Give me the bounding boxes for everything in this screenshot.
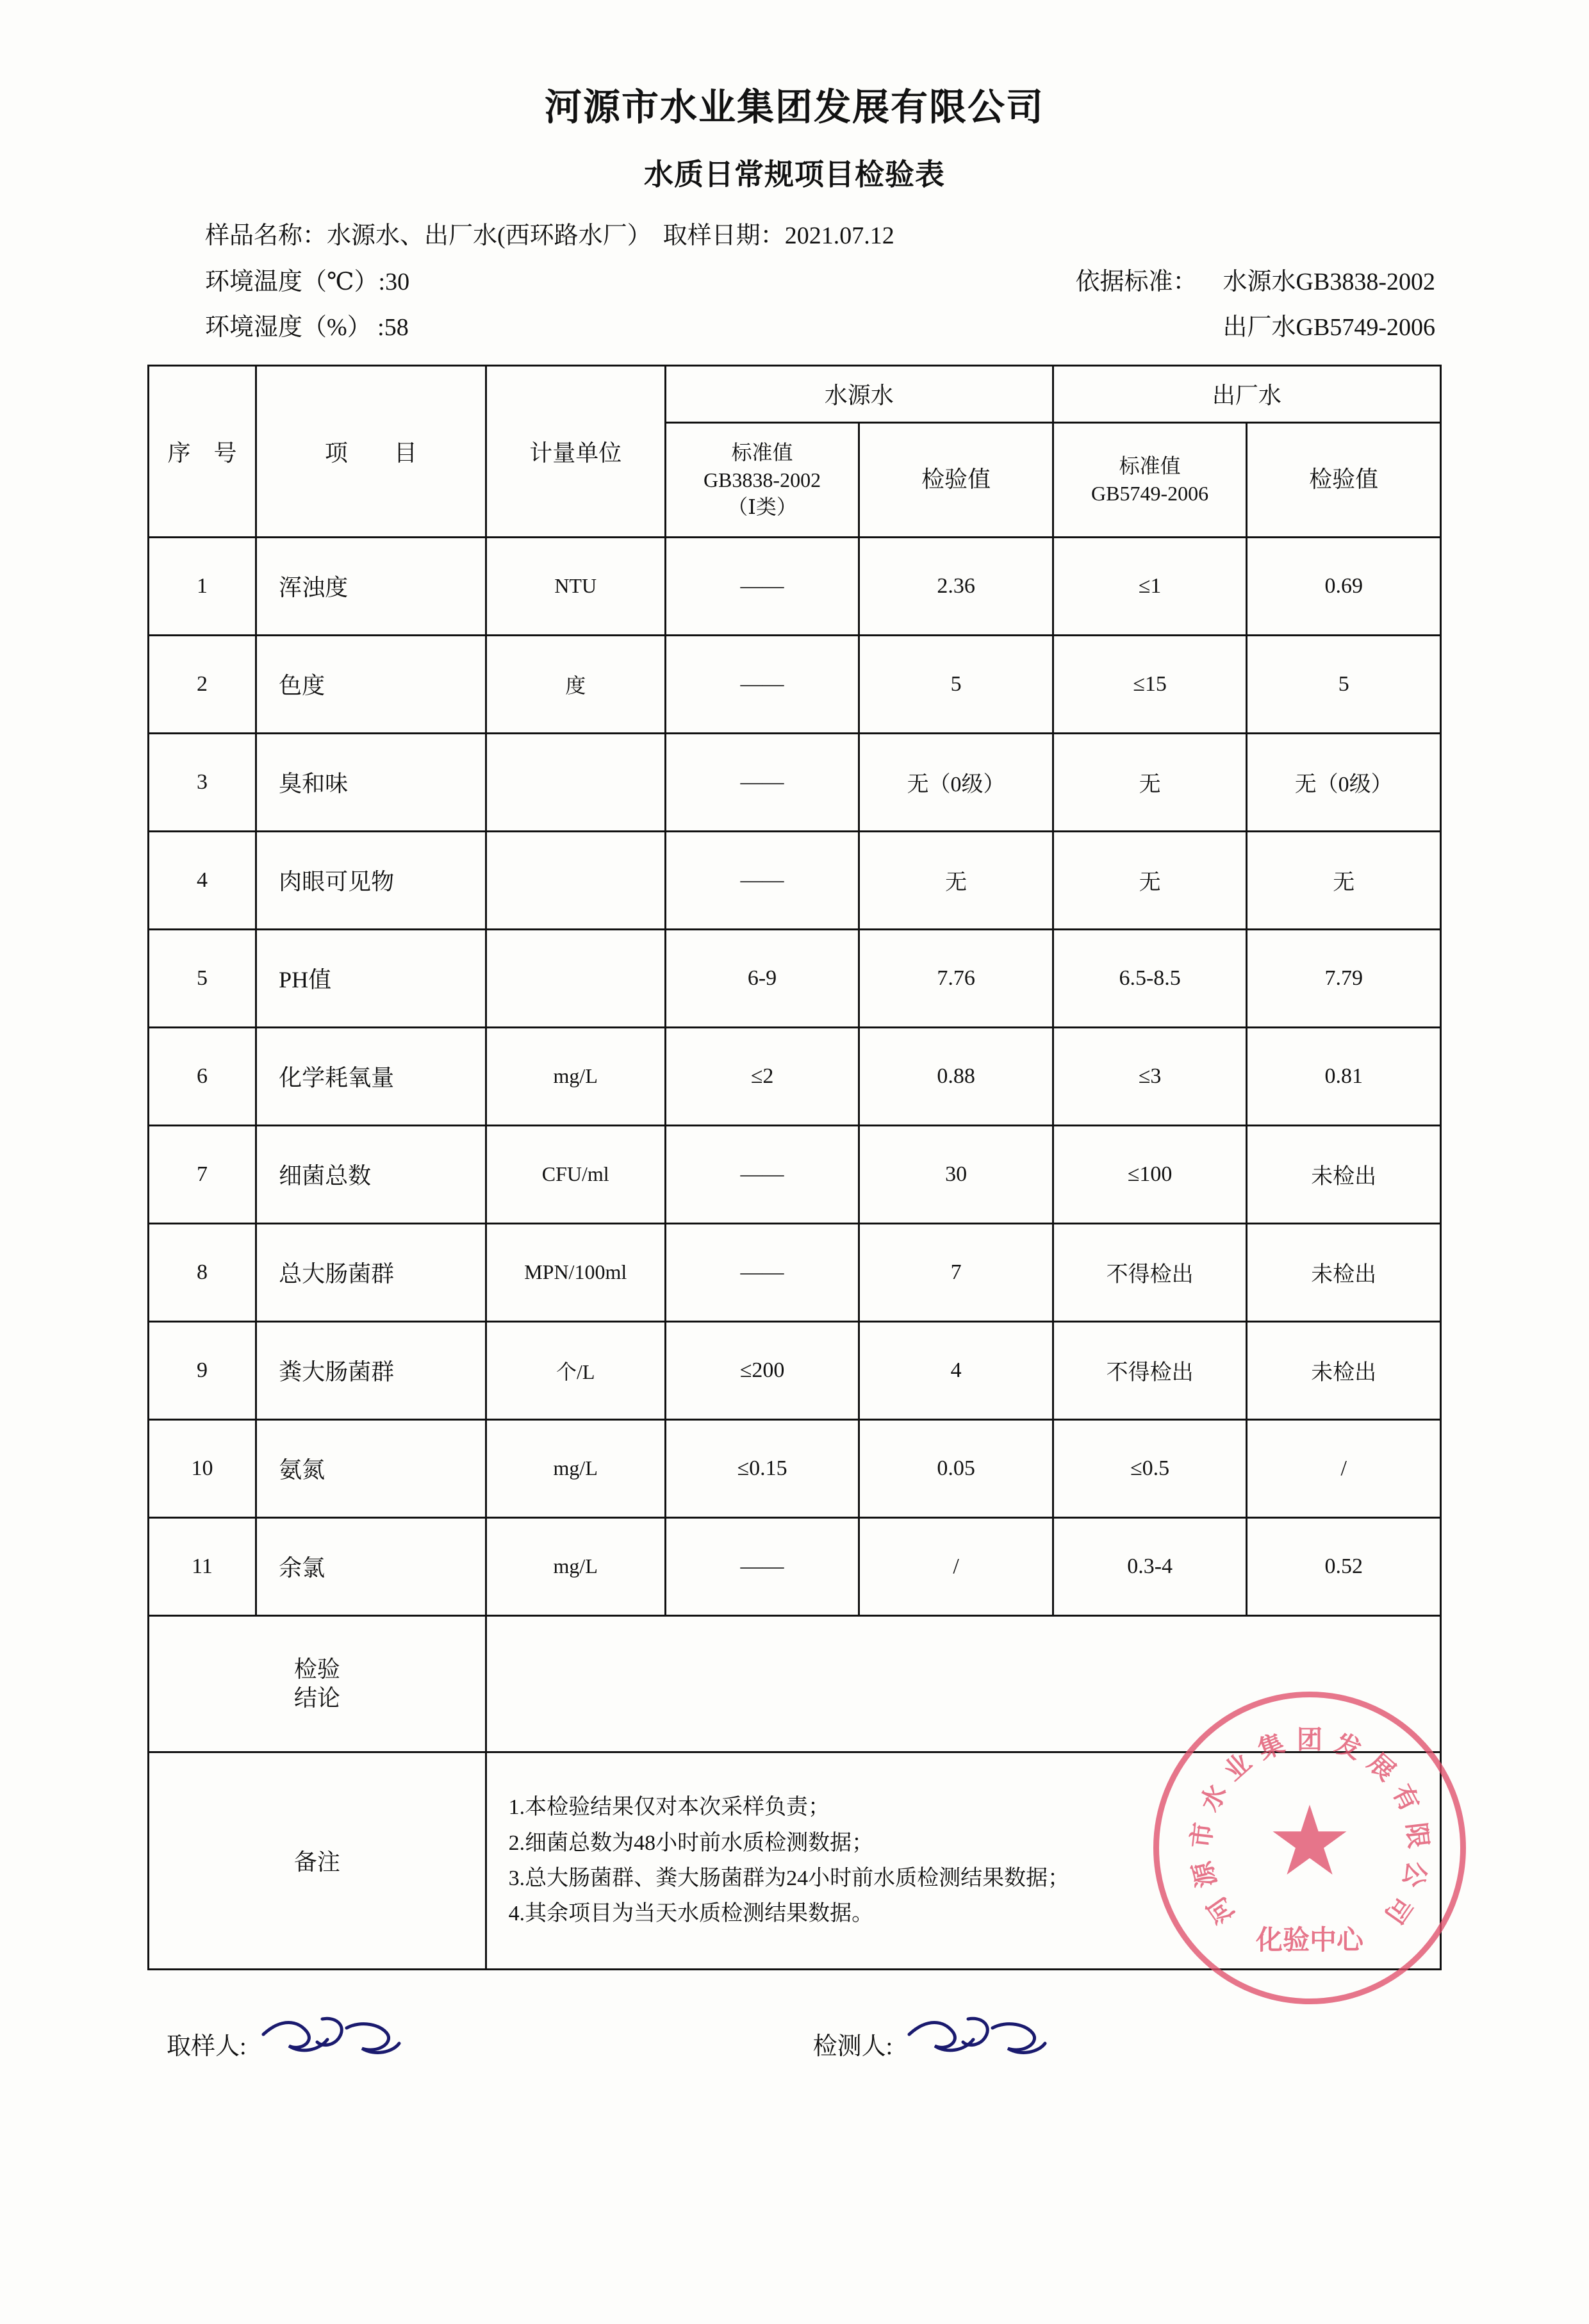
seal-ring-char: 团 [1297, 1726, 1322, 1754]
seal-ring-char: 发 [1331, 1729, 1365, 1765]
row-outlet-value: 无 [1247, 831, 1441, 929]
table-header-row-1 [149, 365, 1441, 422]
row-outlet-standard: 0.3-4 [1053, 1517, 1247, 1615]
signature-area [147, 2006, 1442, 2061]
sampling-date-value: 2021.07.12 [784, 222, 894, 249]
row-source-value: 7.76 [859, 929, 1053, 1027]
table-row [149, 1125, 1441, 1223]
row-outlet-value: 0.52 [1247, 1517, 1441, 1615]
seal-ring-char: 司 [1379, 1891, 1417, 1929]
standard-value-outlet: 出厂水GB5749-2006 [1223, 314, 1435, 342]
star-icon: ★ [1266, 1789, 1353, 1895]
report-table [147, 365, 1442, 1970]
humidity-value: 58 [384, 314, 409, 342]
row-outlet-standard: 不得检出 [1053, 1223, 1247, 1321]
row-source-value: 0.05 [859, 1419, 1053, 1517]
col-source-standard [665, 422, 859, 537]
row-unit: mg/L [486, 1027, 665, 1125]
sampler-block [167, 2006, 403, 2061]
meta-block [0, 217, 1589, 348]
table-row [149, 1223, 1441, 1321]
col-source-standard-line2: GB3838-2002 [703, 468, 821, 491]
row-outlet-standard: 无 [1053, 733, 1247, 831]
row-no: 8 [149, 1223, 256, 1321]
conclusion-row [149, 1615, 1441, 1752]
row-source-value: 30 [859, 1125, 1053, 1223]
row-item: PH值 [256, 929, 486, 1027]
row-item: 氨氮 [256, 1419, 486, 1517]
row-no: 9 [149, 1321, 256, 1419]
row-unit: MPN/100ml [486, 1223, 665, 1321]
row-unit [486, 831, 665, 929]
table-row [149, 635, 1441, 733]
row-outlet-standard: ≤15 [1053, 635, 1247, 733]
row-source-standard: —— [665, 537, 859, 635]
table-row [149, 537, 1441, 635]
table-row [149, 1321, 1441, 1419]
row-unit: NTU [486, 537, 665, 635]
row-outlet-standard: 不得检出 [1053, 1321, 1247, 1419]
conclusion-label-line1: 检验 [293, 1656, 340, 1682]
col-source-standard-line1: 标准值 [731, 441, 793, 465]
row-item: 色度 [256, 635, 486, 733]
row-outlet-value: 0.81 [1247, 1027, 1441, 1125]
table-row [149, 1027, 1441, 1125]
row-outlet-standard: ≤100 [1053, 1125, 1247, 1223]
report-table-wrap [147, 365, 1442, 1970]
row-outlet-value: 5 [1247, 635, 1441, 733]
standard-label: 依据标准： [1075, 268, 1198, 295]
meta-row-temperature [205, 263, 1461, 302]
row-source-standard: —— [665, 1125, 859, 1223]
col-outlet-value: 检验值 [1247, 422, 1441, 537]
seal-center-text: 化验中心 [1255, 1925, 1363, 1955]
sample-name-label: 样品名称： [205, 222, 327, 249]
table-row [149, 1517, 1441, 1615]
col-item: 项 目 [256, 365, 486, 537]
row-no: 5 [149, 929, 256, 1027]
row-source-standard: ≤2 [665, 1027, 859, 1125]
row-source-standard: —— [665, 1223, 859, 1321]
temperature-value: 30 [385, 268, 410, 295]
row-outlet-value: 7.79 [1247, 929, 1441, 1027]
seal-ring-char: 业 [1219, 1748, 1257, 1786]
col-source-standard-line3: （Ⅰ类） [727, 495, 797, 518]
sampling-date-label: 取样日期： [663, 222, 785, 249]
row-source-value: 无 [859, 831, 1053, 929]
remark-row [149, 1752, 1441, 1969]
row-source-value: 4 [859, 1321, 1053, 1419]
row-source-standard: ≤0.15 [665, 1419, 859, 1517]
row-item: 化学耗氧量 [256, 1027, 486, 1125]
sampler-label: 取样人: [167, 2032, 247, 2060]
row-item: 浑浊度 [256, 537, 486, 635]
row-source-standard: —— [665, 831, 859, 929]
remark-line: 3.总大肠菌群、粪大肠菌群为24小时前水质检测结果数据； [508, 1866, 1070, 1890]
row-unit [486, 733, 665, 831]
table-row [149, 929, 1441, 1027]
row-source-value: / [859, 1517, 1053, 1615]
row-unit [486, 929, 665, 1027]
report-header [0, 77, 1589, 194]
row-outlet-value: 未检出 [1247, 1321, 1441, 1419]
col-unit: 计量单位 [486, 365, 665, 537]
row-source-value: 2.36 [859, 537, 1053, 635]
row-outlet-standard: 无 [1053, 831, 1247, 929]
conclusion-label [149, 1615, 486, 1752]
remark-label: 备注 [149, 1752, 486, 1969]
row-outlet-value: 未检出 [1247, 1125, 1441, 1223]
col-outlet-standard-line1: 标准值 [1119, 454, 1181, 478]
row-no: 3 [149, 733, 256, 831]
col-outlet-standard [1053, 422, 1247, 537]
seal-ring-char: 公 [1397, 1858, 1431, 1891]
tester-signature [902, 2006, 1049, 2070]
col-source-value: 检验值 [859, 422, 1053, 537]
row-unit: CFU/ml [486, 1125, 665, 1223]
seal-ring-char: 限 [1401, 1821, 1433, 1850]
row-item: 总大肠菌群 [256, 1223, 486, 1321]
sampler-signature [256, 2006, 403, 2070]
row-unit: mg/L [486, 1419, 665, 1517]
remark-line: 4.其余项目为当天水质检测结果数据。 [508, 1901, 874, 1925]
row-source-standard: ≤200 [665, 1321, 859, 1419]
humidity-label: 环境湿度（%） : [205, 314, 384, 342]
row-source-value: 7 [859, 1223, 1053, 1321]
row-no: 10 [149, 1419, 256, 1517]
table-row [149, 733, 1441, 831]
row-source-standard: 6-9 [665, 929, 859, 1027]
table-row [149, 1419, 1441, 1517]
row-outlet-standard: ≤3 [1053, 1027, 1247, 1125]
meta-row-humidity [205, 308, 1461, 348]
tester-label: 检测人: [812, 2032, 893, 2060]
row-outlet-standard: 6.5-8.5 [1053, 929, 1247, 1027]
row-item: 臭和味 [256, 733, 486, 831]
conclusion-value [486, 1615, 1440, 1752]
col-outlet-standard-line2: GB5749-2006 [1091, 481, 1209, 505]
row-source-standard: —— [665, 635, 859, 733]
seal-ring-char: 水 [1195, 1780, 1233, 1817]
row-item: 余氯 [256, 1517, 486, 1615]
row-outlet-value: / [1247, 1419, 1441, 1517]
table-row [149, 831, 1441, 929]
row-outlet-standard: ≤0.5 [1053, 1419, 1247, 1517]
row-item: 肉眼可见物 [256, 831, 486, 929]
row-outlet-value: 未检出 [1247, 1223, 1441, 1321]
seal-ring-char: 市 [1187, 1821, 1218, 1850]
temperature-label: 环境温度（℃）: [205, 268, 386, 295]
seal-ring-char: 集 [1254, 1729, 1288, 1765]
group-outlet-water: 出厂水 [1053, 365, 1440, 422]
row-no: 1 [149, 537, 256, 635]
row-outlet-standard: ≤1 [1053, 537, 1247, 635]
row-source-value: 5 [859, 635, 1053, 733]
row-source-standard: —— [665, 733, 859, 831]
seal-ring-char: 展 [1362, 1748, 1401, 1786]
row-no: 11 [149, 1517, 256, 1615]
row-item: 细菌总数 [256, 1125, 486, 1223]
row-unit: 度 [486, 635, 665, 733]
sample-name-value: 水源水、出厂水(西环路水厂） [327, 222, 652, 249]
row-source-value: 0.88 [859, 1027, 1053, 1125]
row-outlet-value: 无（0级） [1247, 733, 1441, 831]
row-no: 2 [149, 635, 256, 733]
remark-body [486, 1752, 1440, 1969]
row-no: 6 [149, 1027, 256, 1125]
col-no: 序 号 [149, 365, 256, 537]
remark-line: 2.细菌总数为48小时前水质检测数据； [508, 1831, 874, 1855]
row-item: 粪大肠菌群 [256, 1321, 486, 1419]
report-page [0, 77, 1589, 2324]
row-outlet-value: 0.69 [1247, 537, 1441, 635]
tester-block [813, 2006, 1050, 2061]
seal-ring-char: 河 [1202, 1891, 1240, 1929]
row-no: 4 [149, 831, 256, 929]
row-unit: mg/L [486, 1517, 665, 1615]
row-source-value: 无（0级） [859, 733, 1053, 831]
meta-row-sample [205, 217, 1461, 256]
company-name: 河源市水业集团发展有限公司 [544, 87, 1044, 128]
row-source-standard: —— [665, 1517, 859, 1615]
group-source-water: 水源水 [665, 365, 1053, 422]
remark-line: 1.本检验结果仅对本次采样负责； [508, 1795, 830, 1820]
row-unit: 个/L [486, 1321, 665, 1419]
seal-ring-char: 源 [1188, 1858, 1222, 1891]
standard-value-source: 水源水GB3838-2002 [1223, 268, 1435, 295]
seal-ring-char: 有 [1387, 1780, 1424, 1817]
page-title: 水质日常规项目检验表 [644, 158, 945, 191]
row-no: 7 [149, 1125, 256, 1223]
conclusion-label-line2: 结论 [293, 1685, 340, 1711]
